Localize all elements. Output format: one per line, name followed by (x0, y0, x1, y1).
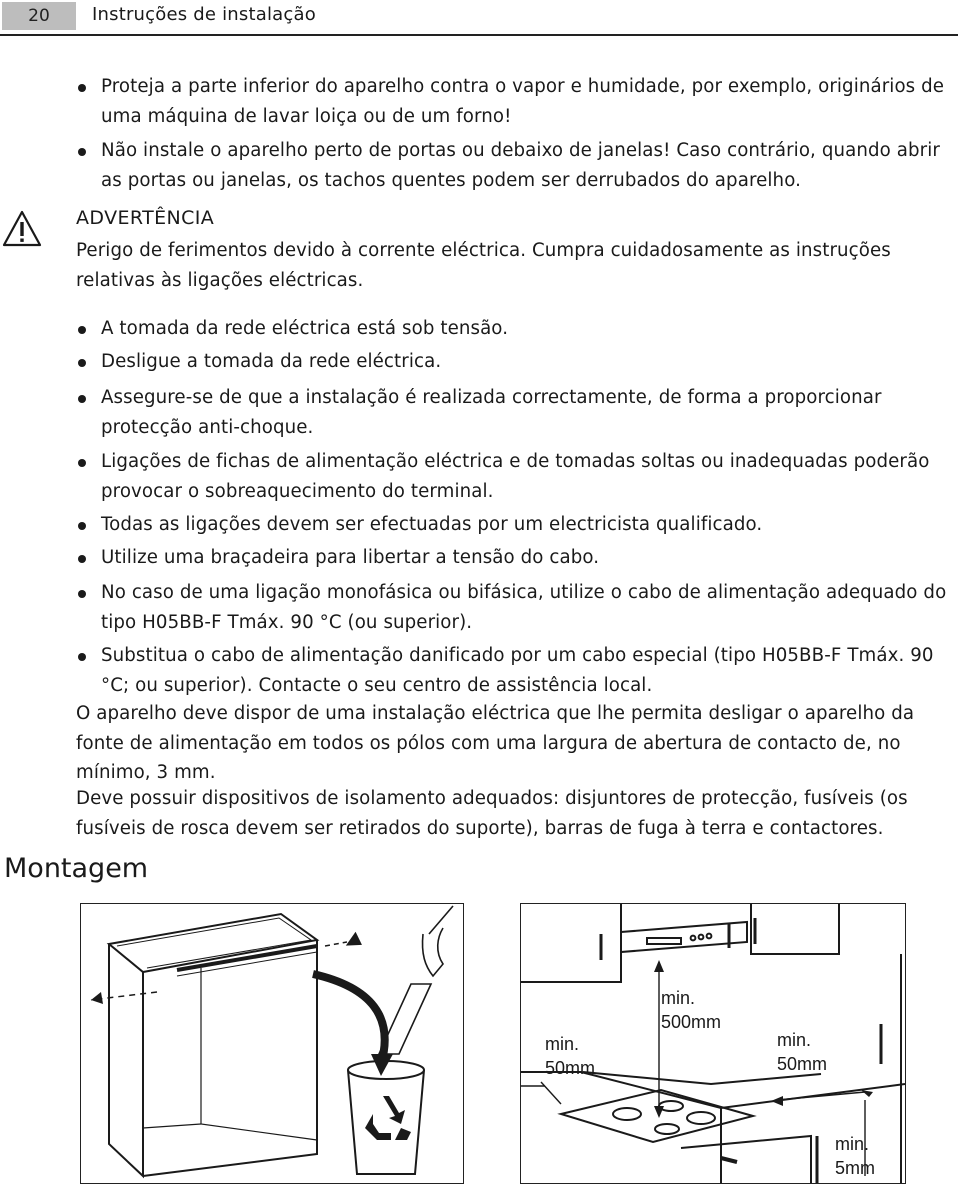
label-50mm-left: 50mm (545, 1058, 596, 1078)
bullet-dot (78, 459, 86, 467)
intro-bullet-2: Não instale o aparelho perto de portas ou debaixo de janelas! Caso contrário, quando abrir as portas ou janelas, os tachos quentes podem ser derrubados do aparelho. (101, 140, 940, 191)
bullet-dot (78, 359, 86, 367)
label-min-bottom: min. (835, 1134, 870, 1154)
electric-bullet-3: Assegure-se de que a instalação é realizada correctamente, de forma a proporcionar protecção anti-choque. (101, 387, 882, 438)
figure-cabinet-disposal (80, 903, 464, 1184)
page-header (0, 0, 960, 36)
bullet-dot (78, 395, 86, 403)
section-title: Montagem (4, 853, 149, 884)
bullet-dot (78, 653, 86, 661)
electric-bullet-5: Todas as ligações devem ser efectuadas por um electricista qualificado. (101, 514, 763, 535)
paragraph-isolation: O aparelho deve dispor de uma instalação eléctrica que lhe permita desligar o aparelho da fonte de alimentação em todos os pólos com uma largura de abertura de contacto de, no mínimo, 3 mm. (76, 703, 915, 784)
electric-bullet-1: A tomada da rede eléctrica está sob tensão. (101, 318, 509, 339)
clearances-illustration (521, 904, 905, 1183)
figure-clearances (520, 903, 906, 1184)
page-title: Instruções de instalação (92, 4, 316, 25)
page-number: 20 (2, 2, 76, 30)
electric-bullet-8: Substitua o cabo de alimentação danificado por um cabo especial (tipo H05BB-F Tmáx. 90 °C; ou superior). Contacte o seu centro de assistência local. (101, 645, 934, 696)
warning-title: ADVERTÊNCIA (76, 207, 215, 229)
electric-bullet-2: Desligue a tomada da rede eléctrica. (101, 351, 442, 372)
warning-text: Perigo de ferimentos devido à corrente eléctrica. Cumpra cuidadosamente as instruções relativas às ligações eléctricas. (76, 240, 891, 291)
label-min-right: min. (777, 1030, 812, 1050)
electric-bullet-7: No caso de uma ligação monofásica ou bifásica, utilize o cabo de alimentação adequado do tipo H05BB-F Tmáx. 90 °C (ou superior). (101, 582, 947, 633)
label-50mm-right: 50mm (777, 1054, 828, 1074)
bullet-dot (78, 326, 86, 334)
electric-bullet-6: Utilize uma braçadeira para libertar a tensão do cabo. (101, 547, 600, 568)
bullet-dot (78, 555, 86, 563)
label-min-top: min. (661, 988, 696, 1008)
intro-bullet-1: Proteja a parte inferior do aparelho contra o vapor e humidade, por exemplo, originários de uma máquina de lavar loiça ou de um forno! (101, 76, 945, 127)
electric-bullet-4: Ligações de fichas de alimentação eléctrica e de tomadas soltas ou inadequadas poderão provocar o sobreaquecimento do terminal. (101, 451, 930, 502)
header-rule (0, 34, 958, 36)
warning-triangle-icon (2, 210, 42, 248)
cabinet-disposal-illustration (81, 904, 463, 1183)
label-min-left: min. (545, 1034, 580, 1054)
bullet-dot (78, 590, 86, 598)
bullet-dot (78, 522, 86, 530)
bullet-dot (78, 148, 86, 156)
label-500mm: 500mm (661, 1012, 722, 1032)
bullet-dot (78, 84, 86, 92)
label-5mm: 5mm (835, 1158, 875, 1178)
paragraph-devices: Deve possuir dispositivos de isolamento adequados: disjuntores de protecção, fusíveis (os fusíveis de rosca devem ser retirados do suporte), barras de fuga à terra e contactores. (76, 788, 908, 839)
